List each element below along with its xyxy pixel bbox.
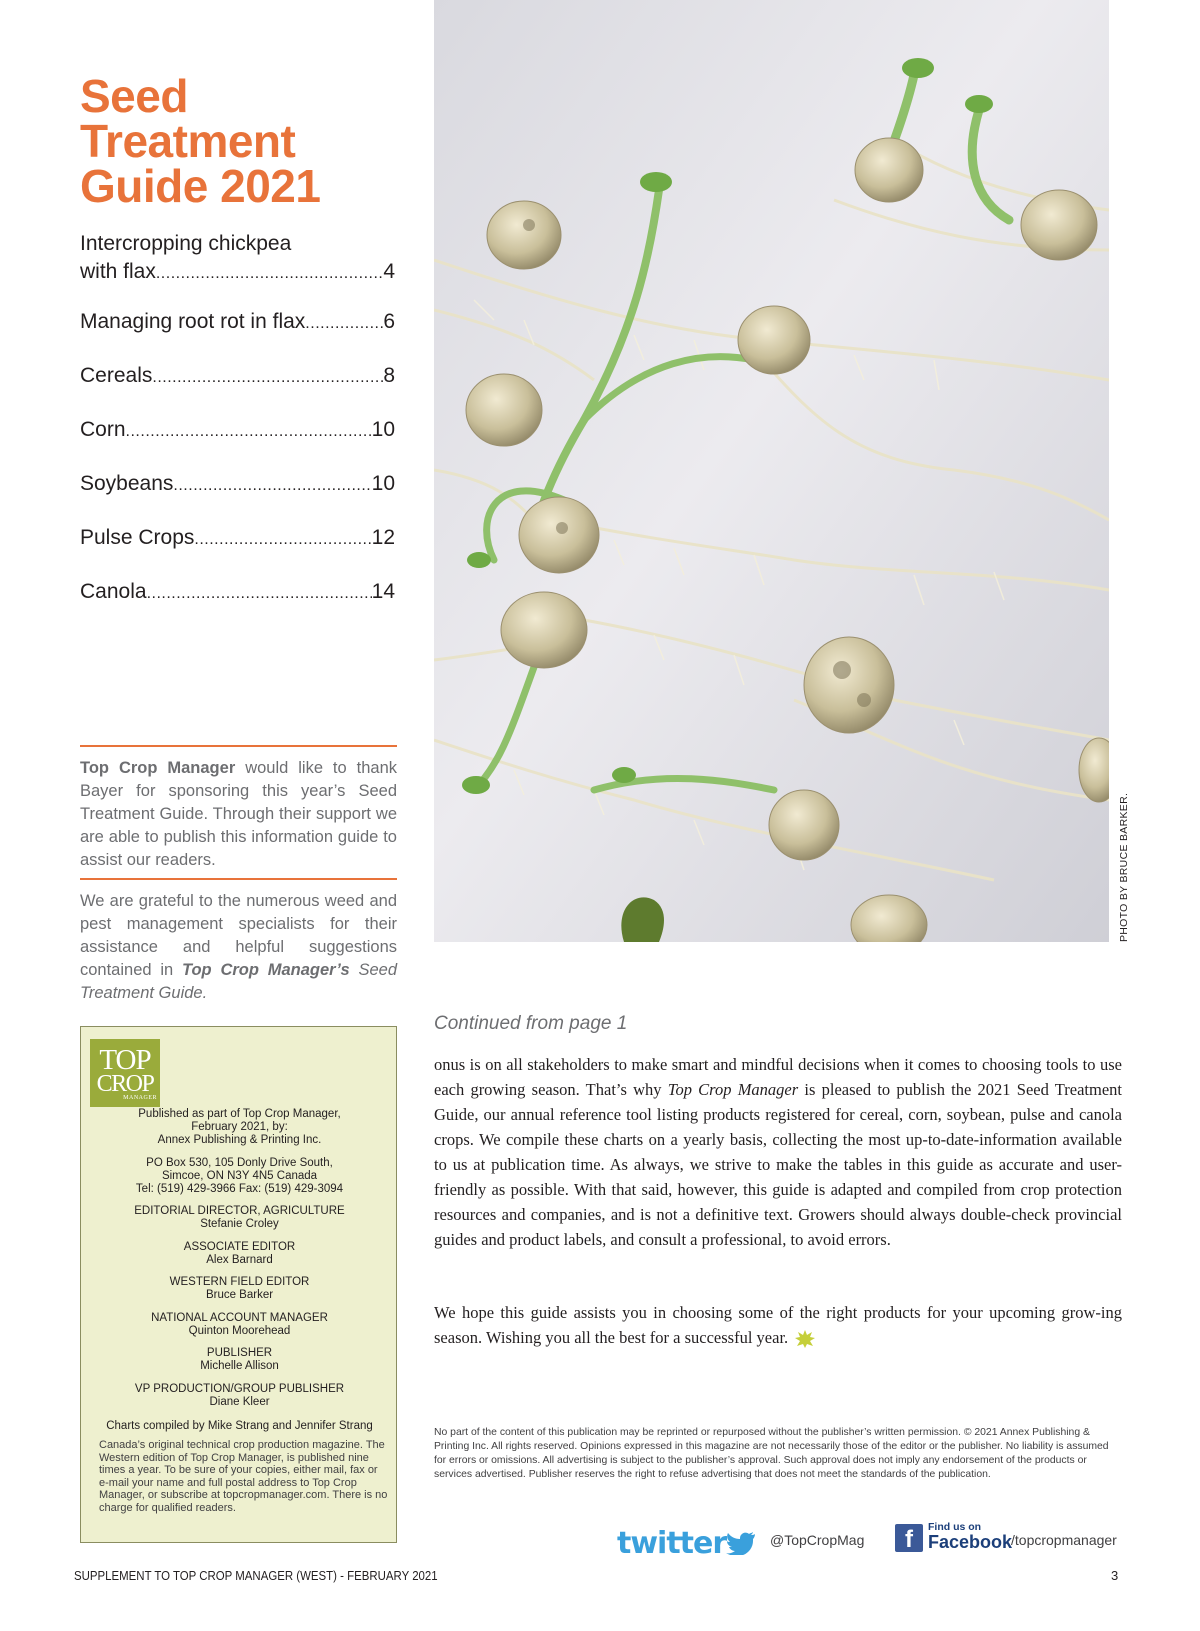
brand-name: Top Crop Manager [80,759,236,777]
publisher-address [81,1157,398,1196]
top-crop-manager-logo [90,1039,160,1107]
staff-entry [81,1347,398,1373]
staff-role: ASSOCIATE EDITOR [183,1241,296,1253]
logo-text: TOP [99,1044,151,1076]
guide-title [80,70,380,212]
leaf-icon [794,1329,816,1349]
facebook-wordmark[interactable]: Facebook [928,1532,1013,1552]
logo-text: MANAGER [123,1095,157,1101]
article-text: onus is on all stakeholders to make smart and mindful decisions when it comes to choosing tools to use each growing season. That’s why [434,1055,1122,1099]
staff-name: Stefanie Croley [200,1218,279,1230]
publisher-line: Published as part of Top Crop Manager, [138,1108,341,1120]
sprouting-seeds-photo [434,0,1109,942]
article-paragraph [434,1052,1122,1252]
staff-name: Bruce Barker [205,1289,274,1301]
twitter-handle[interactable]: @TopCropMag [770,1532,865,1548]
brand-name: Top Crop Manager’s [182,961,350,979]
staff-name: Quinton Moorehead [188,1325,291,1337]
title-line: Seed [80,70,188,122]
toc-item[interactable] [80,230,395,288]
staff-entry [81,1276,398,1302]
charts-credit: Charts compiled by Mike Strang and Jennifer Strang [106,1420,373,1432]
toc-item-label: Managing root rot in flax [80,310,306,333]
thanks-note [80,890,397,1005]
toc-item-label: Cereals [80,364,153,387]
staff-role: VP PRODUCTION/GROUP PUBLISHER [134,1383,345,1395]
publisher-line: Annex Publishing & Printing Inc. [157,1134,322,1146]
title-line: Treatment [80,115,296,167]
magazine-about: Canada’s original technical crop production magazine. The Western edition of Top Crop Manager, is published nine times a year. To be sure of your copies, either mail, fax or e-mail your name and full postal address to Top Crop Manager, or subscribe at topcropmanager.com. There is no charge for qualified readers. [99,1439,388,1514]
toc-item-label: Soybeans [80,472,174,495]
brand-name: Top Crop Manager [667,1080,799,1099]
twitter-bird-icon [726,1531,756,1555]
publisher-line: February 2021, by: [191,1121,288,1133]
toc-leader [147,580,372,608]
page-number: 3 [1111,1568,1119,1583]
toc-item-page: 4 [383,260,395,283]
toc-item-page: 6 [383,310,395,333]
publisher-info [81,1108,398,1147]
facebook-find-label: Find us on [928,1521,982,1533]
toc-item-page: 10 [371,418,395,441]
toc-item[interactable] [80,578,395,608]
staff-entry [81,1241,398,1267]
staff-entry [81,1383,398,1409]
toc-item[interactable] [80,416,395,446]
staff-role: WESTERN FIELD EDITOR [169,1276,310,1288]
facebook-handle[interactable]: /topcropmanager [1011,1532,1117,1548]
toc-item-page: 14 [371,580,395,603]
staff-name: Michelle Allison [200,1360,279,1372]
toc-leader [194,526,371,554]
toc-item-label: with flax [80,260,156,283]
staff-role: EDITORIAL DIRECTOR, AGRICULTURE [134,1205,345,1217]
toc-item-page: 10 [371,472,395,495]
photo-credit: PHOTO BY BRUCE BARKER. [1118,792,1130,942]
staff-role: PUBLISHER [206,1347,273,1359]
twitter-wordmark: twitter [617,1526,727,1561]
address-line: PO Box 530, 105 Donly Drive South, [146,1157,333,1169]
address-line: Simcoe, ON N3Y 4N5 Canada [161,1170,318,1182]
toc-leader [305,310,383,338]
divider [80,878,397,880]
sponsor-note [80,757,397,872]
toc-item[interactable] [80,524,395,554]
address-line: Tel: (519) 429-3966 Fax: (519) 429-3094 [135,1183,344,1195]
toc-item-label: Canola [80,580,147,603]
toc-item-page: 12 [371,526,395,549]
toc-leader [156,260,383,288]
logo-text: CROP [96,1071,154,1097]
facebook-icon[interactable]: f [895,1524,923,1552]
staff-entry [81,1205,398,1231]
toc-item[interactable] [80,308,395,338]
toc-leader [126,418,372,446]
toc-leader [173,472,371,500]
toc-item[interactable] [80,470,395,500]
staff-role: NATIONAL ACCOUNT MANAGER [151,1312,328,1324]
divider [80,745,397,747]
thanks-note-text: We are grateful to the numerous weed and pest management specialists for their assistance and helpful suggestions contained in [80,892,397,979]
article-paragraph [434,1300,1122,1350]
title-line: Guide 2021 [80,160,321,212]
toc-leader [152,364,383,392]
toc-item-page: 8 [383,364,395,387]
twitter-logo[interactable] [617,1526,756,1561]
thanks-note-suffix: Seed Treatment Guide. [80,961,398,1002]
staff-name: Diane Kleer [209,1396,270,1408]
article-text: is pleased to publish the 2021 Seed Treatment Guide, our annual reference tool listing products registered for cereal, corn, soybean, pulse and canola crops. We compile these charts on a yearly basis, collecting the most up-to-date-information available to us at publication time. As always, we strive to make the tables in this guide as accurate and user-friendly as possible. With that said, however, this guide is adapted and compiled from crop protection resources and companies, and is not a definitive text. Growers should always double-check provincial guides and product labels, and consult a professional, to avoid errors. [434,1080,1122,1249]
toc-item[interactable] [80,362,395,392]
legal-notice: No part of the content of this publication may be reprinted or repurposed without the publisher’s written permission. © 2021 Annex Publishing & Printing Inc. All rights reserved. Opinions expressed in this magazine are not necessarily those of the editor or the publisher. No liability is assumed for errors or omissions. All advertising is subject to the publisher’s approval. Such approval does not imply any endorsement of the products or services advertised. Publisher reserves the right to refuse advertising that does not meet the standards of the publication. [434,1427,1109,1480]
toc-item-label: Pulse Crops [80,526,195,549]
article-text: We hope this guide assists you in choosing some of the right products for your upcoming grow-ing season. Wishing you all the best for a successful year. [434,1303,1122,1347]
toc-item-label: Intercropping chickpea [80,232,292,255]
staff-entry [81,1312,398,1338]
staff-name: Alex Barnard [206,1254,273,1266]
toc-item-label: Corn [80,418,126,441]
continued-from-label: Continued from page 1 [434,1013,628,1034]
footer-publication: SUPPLEMENT TO TOP CROP MANAGER (WEST) - FEBRUARY 2021 [74,1568,438,1583]
sponsor-note-text: would like to thank Bayer for sponsoring this year’s Seed Treatment Guide. Through their support we are able to publish this information guide to assist our readers. [80,759,397,869]
